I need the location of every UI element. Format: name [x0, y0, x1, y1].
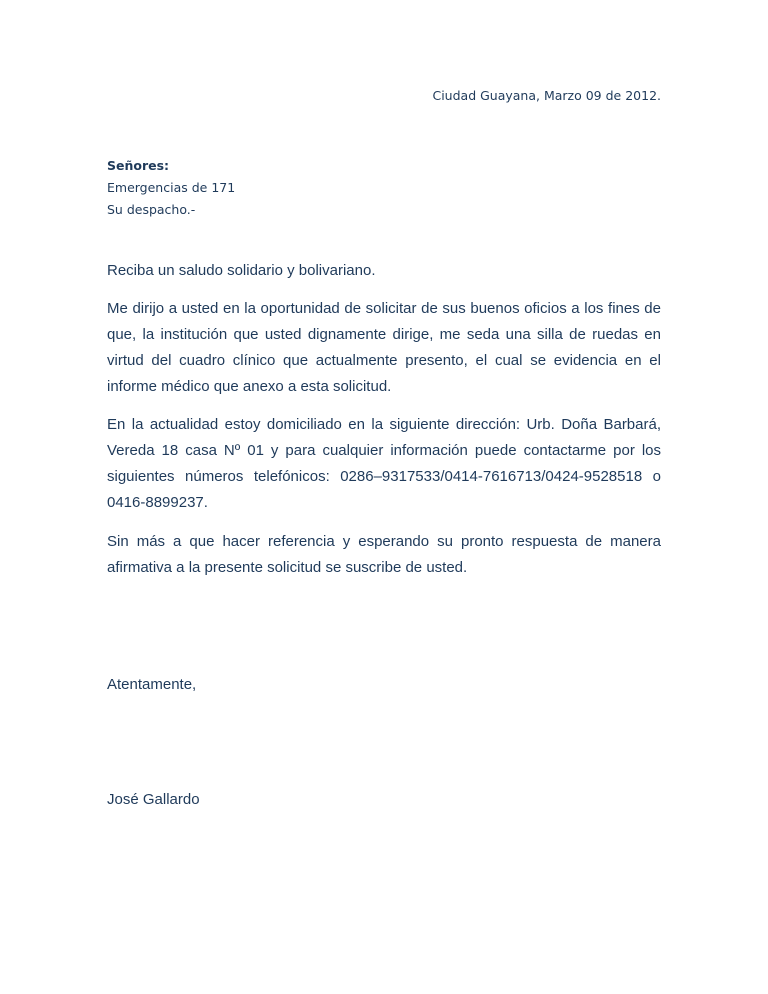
letter-paragraph-1-block: [107, 296, 661, 400]
letter-date: Ciudad Guayana, Marzo 09 de 2012.: [432, 88, 661, 103]
letter-closing: Atentamente,: [107, 676, 197, 693]
addressee-office: Su despacho.-: [107, 202, 196, 217]
letter-paragraph: Sin más a que hacer referencia y esperando su pronto respuesta de manera afirmativa a la presente solicitud se suscribe de usted.: [107, 533, 661, 576]
letter-paragraph-2-block: [107, 412, 661, 516]
letter-paragraph-3-block: [107, 529, 661, 581]
letter-paragraph: En la actualidad estoy domiciliado en la siguiente dirección: Urb. Doña Barbará, Vereda 18 casa Nº 01 y para cualquier información puede contactarme por los siguientes números telefónicos: 0286–9317533/0414-7616713/0424-9528518 o 0416-8899237.: [107, 416, 661, 511]
addressee-block: [107, 155, 235, 221]
letter-signature-name: José Gallardo: [107, 791, 200, 808]
letter-greeting-block: [107, 258, 661, 284]
letter-paragraph: Me dirijo a usted en la oportunidad de solicitar de sus buenos oficios a los fines de que, la institución que usted dignamente dirige, me seda una silla de ruedas en virtud del cuadro clínico que actualmente presento, el cual se evidencia en el informe médico que anexo a esta solicitud.: [107, 300, 661, 395]
addressee-organization: Emergencias de 171: [107, 180, 236, 195]
letter-signature-block: [107, 787, 661, 813]
letter-closing-block: [107, 672, 661, 698]
letter-greeting: Reciba un saludo solidario y bolivariano.: [107, 262, 376, 279]
addressee-salutation: Señores:: [107, 158, 170, 173]
